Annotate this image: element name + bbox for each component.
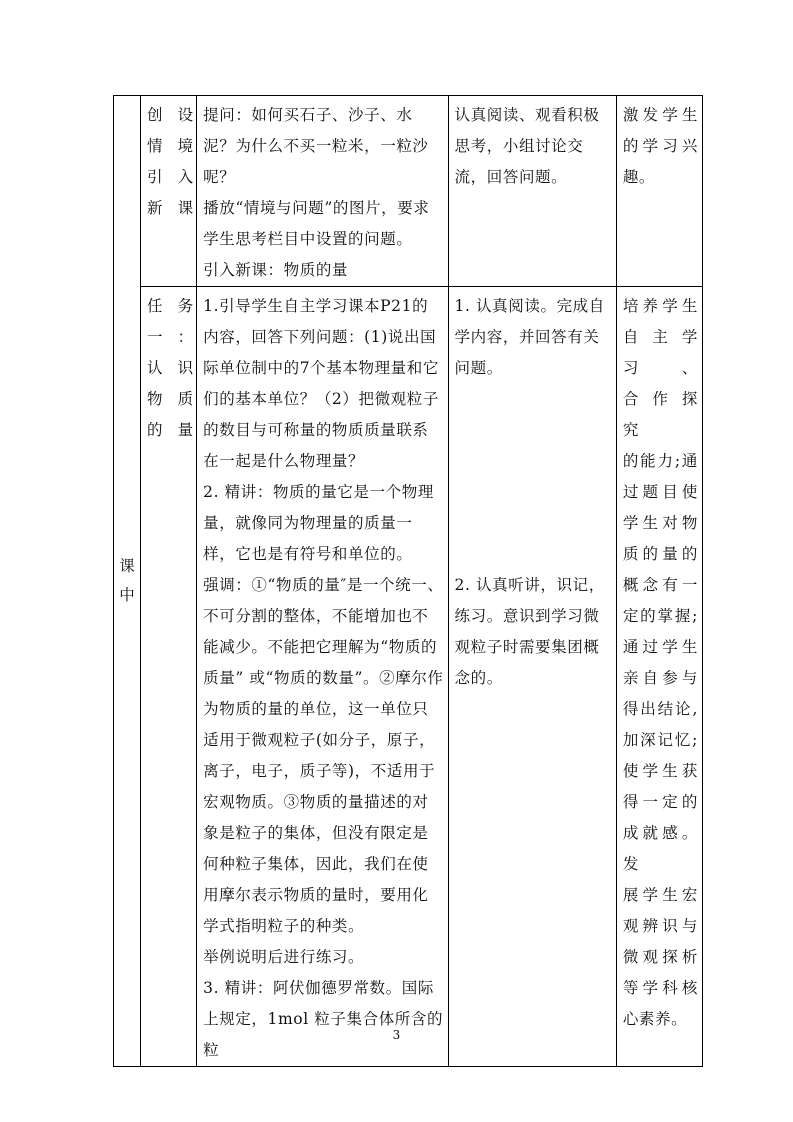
teacher-paragraph: 提问：如何买石子、沙子、水泥？为什么不买一粒米，一粒沙呢？ — [203, 106, 429, 186]
step-line: 情境 — [147, 137, 195, 155]
lesson-plan-table — [113, 95, 703, 1067]
design-intent-cell — [616, 287, 702, 1067]
aim-line: 的能力;通 — [622, 452, 698, 470]
teacher-paragraph: 强调：①“物质的量″是一个统一、不可分割的整体，不能增加也不能减少。不能把它理解为“物质的质量” 或“物质的数量”。②摩尔作为物质的量的单位，这一单位只适用于微观粒子(如分子，原子，离子，电子，质子等)，不适用于宏观物质。③物质的量描述的对象是粒子的集体，但没有限定是何种粒子集体，因此，我们在使用摩尔表示物质的量时，要用化学式指明粒子的种类。 — [203, 576, 444, 935]
teacher-activity-cell — [197, 287, 448, 1067]
aim-line: 观辨识与 — [622, 917, 698, 935]
step-line: 的量 — [147, 421, 195, 439]
table-row — [114, 96, 703, 287]
step-line: 新课 — [147, 199, 195, 217]
aim-line: 亲自参与 — [622, 669, 698, 687]
aim-line: 学生对物 — [622, 514, 698, 532]
aim-line: 自主学习、 — [622, 328, 698, 377]
aim-line: 趣。 — [622, 168, 656, 186]
stage-cell — [114, 96, 141, 1067]
student-paragraph: 认真阅读、观看积极思考，小组讨论交流，回答问题。 — [454, 106, 600, 186]
aim-line: 成就感。发 — [622, 824, 698, 873]
aim-line: 等学科核 — [622, 979, 698, 997]
teacher-paragraph: 引入新课：物质的量 — [203, 261, 349, 279]
aim-line: 培养学生 — [622, 297, 698, 315]
stage-label-char: 课 — [119, 557, 135, 575]
aim-line: 得一定的 — [622, 793, 698, 811]
step-line: 任 务 — [147, 297, 195, 315]
aim-line: 激发学生 — [622, 106, 698, 124]
aim-line: 通过学生 — [622, 638, 698, 656]
aim-line: 合 作 探 究 — [622, 390, 698, 439]
step-line: 认 识 — [147, 359, 195, 377]
aim-line: 微观探析 — [622, 948, 698, 966]
aim-line: 过题目使 — [622, 483, 698, 501]
student-paragraph: 1. 认真阅读。完成自学内容，并回答有关问题。 — [454, 297, 605, 377]
step-line: 物 质 — [147, 390, 195, 408]
step-cell — [141, 287, 197, 1067]
aim-line: 质的量的 — [622, 545, 698, 563]
student-activity-cell — [448, 96, 616, 287]
aim-line: 得出结论, — [622, 700, 698, 718]
table-row — [114, 287, 703, 1067]
aim-line: 加深记忆; — [622, 731, 698, 749]
student-paragraph: 2. 认真听讲，识记，练习。意识到学习微观粒子时需要集团概念的。 — [454, 576, 605, 687]
page-number: 3 — [392, 1028, 401, 1042]
step-line: 引 入 — [147, 168, 195, 186]
teacher-paragraph: 3. 精讲：阿伏伽德罗常数。国际上规定，1mol 粒子集合体所含的粒 — [203, 979, 444, 1059]
teacher-paragraph: 举例说明后进行练习。 — [203, 948, 365, 966]
step-line: 一： — [147, 328, 195, 346]
aim-line: 使学生获 — [622, 762, 698, 780]
teacher-paragraph: 1.引导学生自主学习课本P21的内容，回答下列问题：(1)说出国际单位制中的7个基本物理量和它们的基本单位？（2）把微观粒子的数目与可称量的物质质量联系在一起是什么物理量？ — [203, 297, 439, 470]
teacher-paragraph: 2. 精讲：物质的量它是一个物理量，就像同为物理量的质量一样，它也是有符号和单位的。 — [203, 483, 434, 563]
design-intent-cell — [616, 96, 702, 287]
teacher-paragraph: 播放“情境与问题”的图片，要求学生思考栏目中设置的问题。 — [203, 199, 430, 248]
teacher-activity-cell — [197, 96, 448, 287]
step-cell — [141, 96, 197, 287]
aim-line: 定的掌握; — [622, 607, 698, 625]
stage-label-char: 中 — [119, 586, 135, 604]
student-activity-cell — [448, 287, 616, 1067]
step-line: 创 设 — [147, 106, 195, 124]
aim-line: 展学生宏 — [622, 886, 698, 904]
aim-line: 概念有一 — [622, 576, 698, 594]
aim-line: 的学习兴 — [622, 137, 698, 155]
aim-line: 心素养。 — [622, 1010, 688, 1028]
